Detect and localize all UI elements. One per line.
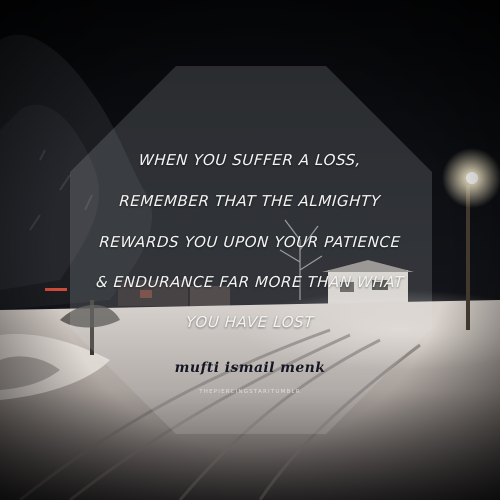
quote-line-4: & ENDURANCE FAR MORE THAN WHAT xyxy=(95,273,405,291)
quote-line-1: WHEN YOU SUFFER A LOSS, xyxy=(138,151,362,169)
quote-line-2: REMEMBER THAT THE ALMIGHTY xyxy=(118,192,382,210)
quote-line-3: REWARDS YOU UPON YOUR PATIENCE xyxy=(98,233,402,251)
quote-author: mufti ismail menk xyxy=(174,360,326,376)
quote-line-5: YOU HAVE LOST xyxy=(185,313,315,331)
source-credit: THEPIERCINGSTARITUMBLR xyxy=(199,389,301,395)
